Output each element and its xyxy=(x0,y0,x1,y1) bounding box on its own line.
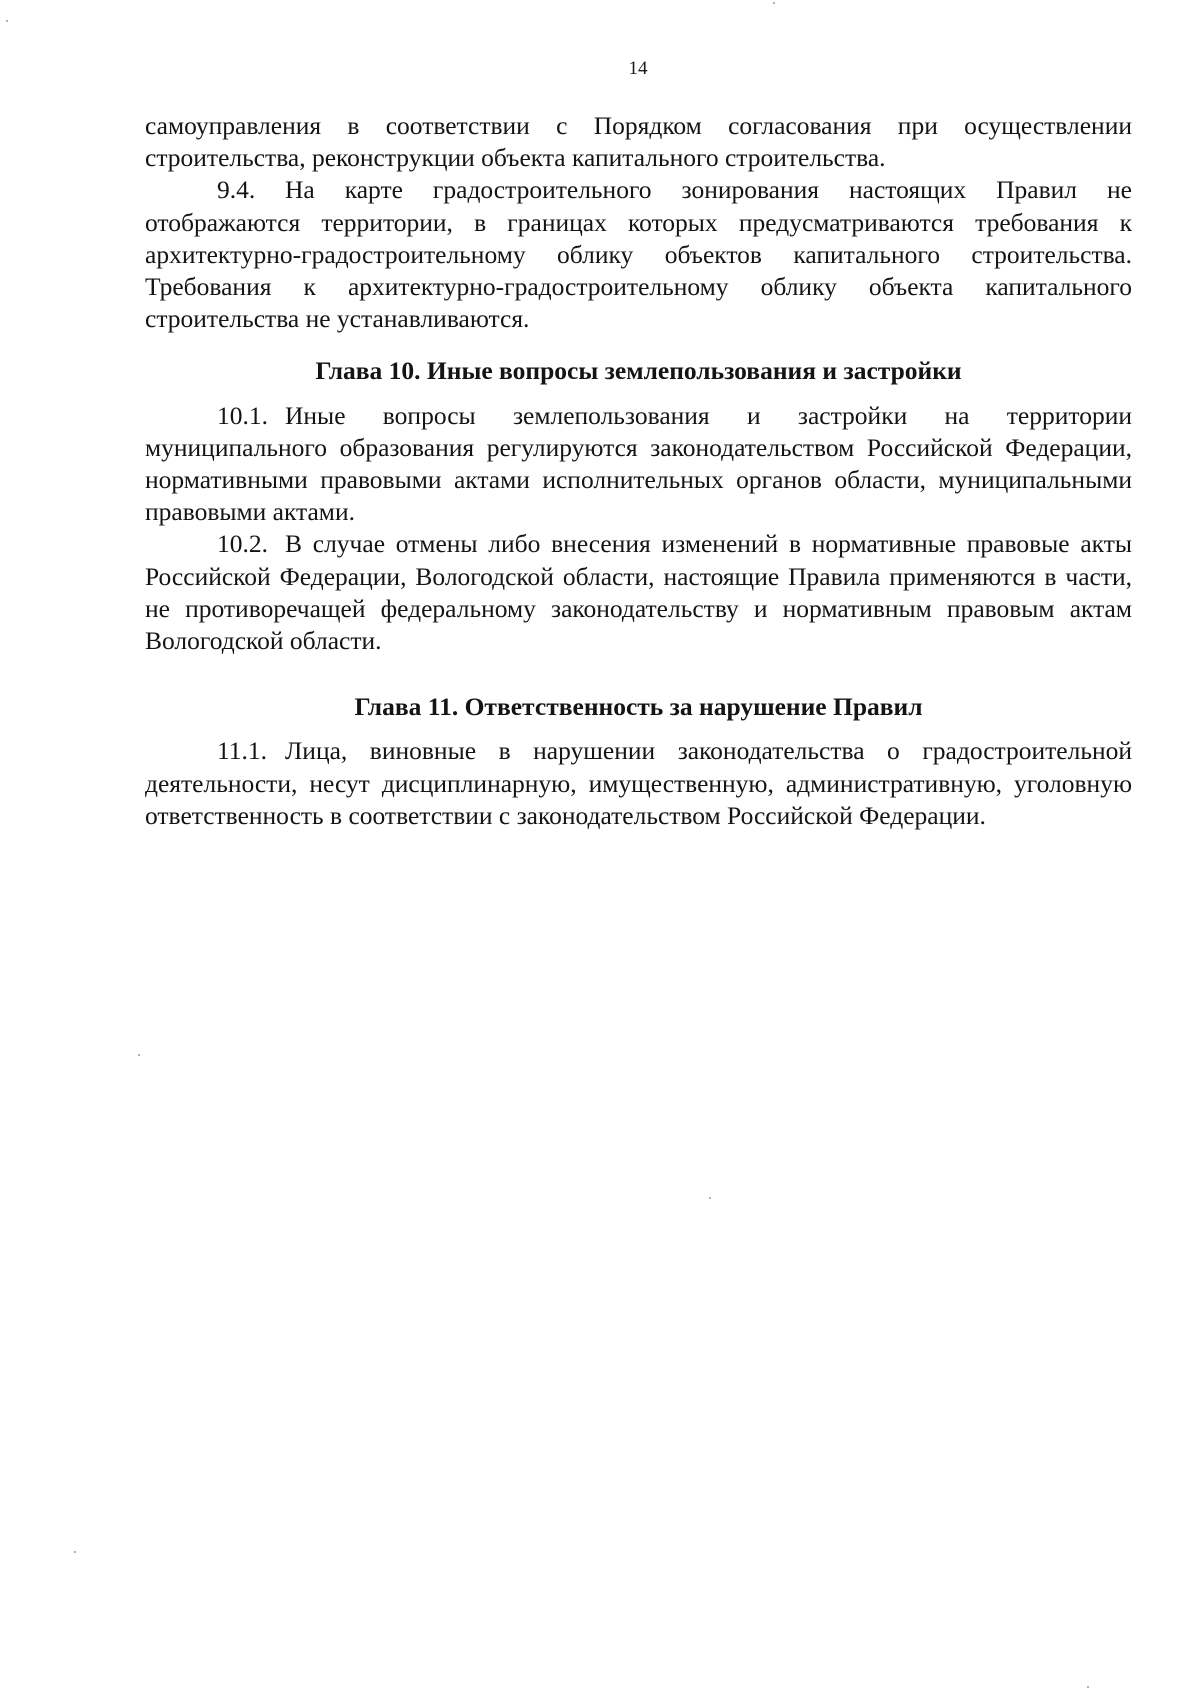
scan-speck xyxy=(773,2,775,4)
clause-text-11-1: Лица, виновные в нарушении законодательства о градостроительной деятельности, несут дисциплинарную, имущественную, административную, уголовную ответственность в соответствии с законодательством Российской Федерации. xyxy=(145,736,1132,830)
scan-speck xyxy=(709,1197,711,1199)
paragraph-9-4 xyxy=(145,174,1132,335)
paragraph-11-1 xyxy=(145,735,1132,832)
scan-speck xyxy=(1087,1686,1089,1688)
scan-speck xyxy=(6,20,8,22)
page-number: 14 xyxy=(628,58,648,79)
paragraph-10-2 xyxy=(145,528,1132,657)
scan-speck xyxy=(138,1054,140,1056)
paragraph-continuation: самоуправления в соответствии с Порядком согласования при осуществлении строительства, реконструкции объекта капитального строительства. xyxy=(145,111,1132,173)
chapter-10-heading: Глава 10. Иные вопросы землепользования и застройки xyxy=(315,356,962,386)
paragraph-10-1 xyxy=(145,400,1132,529)
clause-text-10-1: Иные вопросы землепользования и застройки на территории муниципального образования регулируются законодательством Российской Федерации, нормативными правовыми актами исполнительных органов области, муниципальными правовыми актами. xyxy=(145,400,1132,527)
chapter-11-heading: Глава 11. Ответственность за нарушение Правил xyxy=(354,692,923,722)
clause-text-9-4: На карте градостроительного зонирования настоящих Правил не отображаются территории, в границах которых предусматриваются требования к архитектурно-градостроительному облику объектов капитального строительства. Требования к архитектурно-градостроительному облику объекта капитального строительства не устанавливаются. xyxy=(145,175,1132,334)
clause-number-10-1: 10.1. xyxy=(217,400,268,430)
clause-number-10-2: 10.2. xyxy=(217,529,268,559)
document-body xyxy=(145,110,1132,832)
clause-text-10-2: В случае отмены либо внесения изменений в нормативные правовые акты Российской Федерации, Вологодской области, настоящие Правила применяются в части, не противоречащей федеральному законодательству и нормативным правовым актам Вологодской области. xyxy=(145,529,1132,656)
scan-speck xyxy=(74,1551,76,1553)
clause-number-9-4: 9.4. xyxy=(217,175,256,205)
clause-number-11-1: 11.1. xyxy=(217,736,268,766)
